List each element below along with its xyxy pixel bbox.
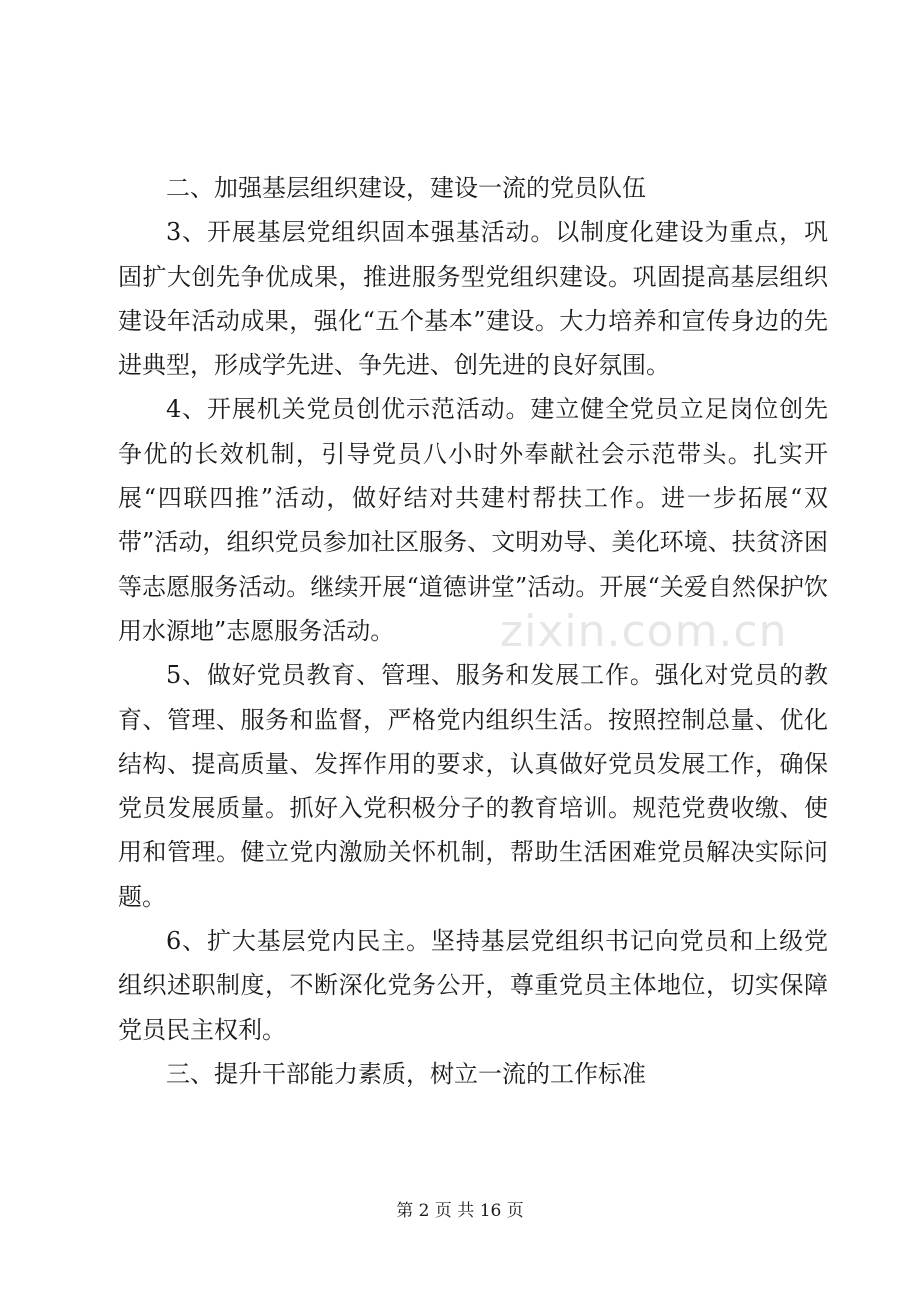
paragraph-item-3: 3、开展基层党组织固本强基活动。以制度化建设为重点，巩固扩大创先争优成果，推进服务型党组织建设。巩固提高基层组织建设年活动成果，强化“五个基本”建设。大力培养和宣传身边的先进典型，形成学先进、争先进、创先进的良好氛围。 <box>118 218 828 380</box>
watermark: zixin.com.cn <box>500 606 788 657</box>
section-heading-2: 二、加强基层组织建设，建设一流的党员队伍 <box>166 174 646 202</box>
paragraph-item-5: 5、做好党员教育、管理、服务和发展工作。强化对党员的教育、管理、服务和监督，严格党内组织生活。按照控制总量、优化结构、提高质量、发挥作用的要求，认真做好党员发展工作，确保党员发展质量。抓好入党积极分子的教育培训。规范党费收缴、使用和管理。健立党内激励关怀机制，帮助生活困难党员解决实际问题。 <box>118 661 828 911</box>
section-heading-3: 三、提升干部能力素质，树立一流的工作标准 <box>166 1059 646 1088</box>
page-number-footer: 第 2 页 共 16 页 <box>396 1201 524 1221</box>
paragraph-item-6: 6、扩大基层党内民主。坚持基层党组织书记向党员和上级党组织述职制度，不断深化党务公开，尊重党员主体地位，切实保障党员民主权利。 <box>118 927 828 1044</box>
document-body <box>118 166 828 1096</box>
paragraph-item-4: 4、开展机关党员创优示范活动。建立健全党员立足岗位创先争优的长效机制，引导党员八小时外奉献社会示范带头。扎实开展“四联四推”活动，做好结对共建村帮扶工作。进一步拓展“双带”活动，组织党员参加社区服务、文明劝导、美化环境、扶贫济困等志愿服务活动。继续开展“道德讲堂”活动。开展“关爱自然保护饮用水源地”志愿服务活动。 <box>118 395 828 645</box>
